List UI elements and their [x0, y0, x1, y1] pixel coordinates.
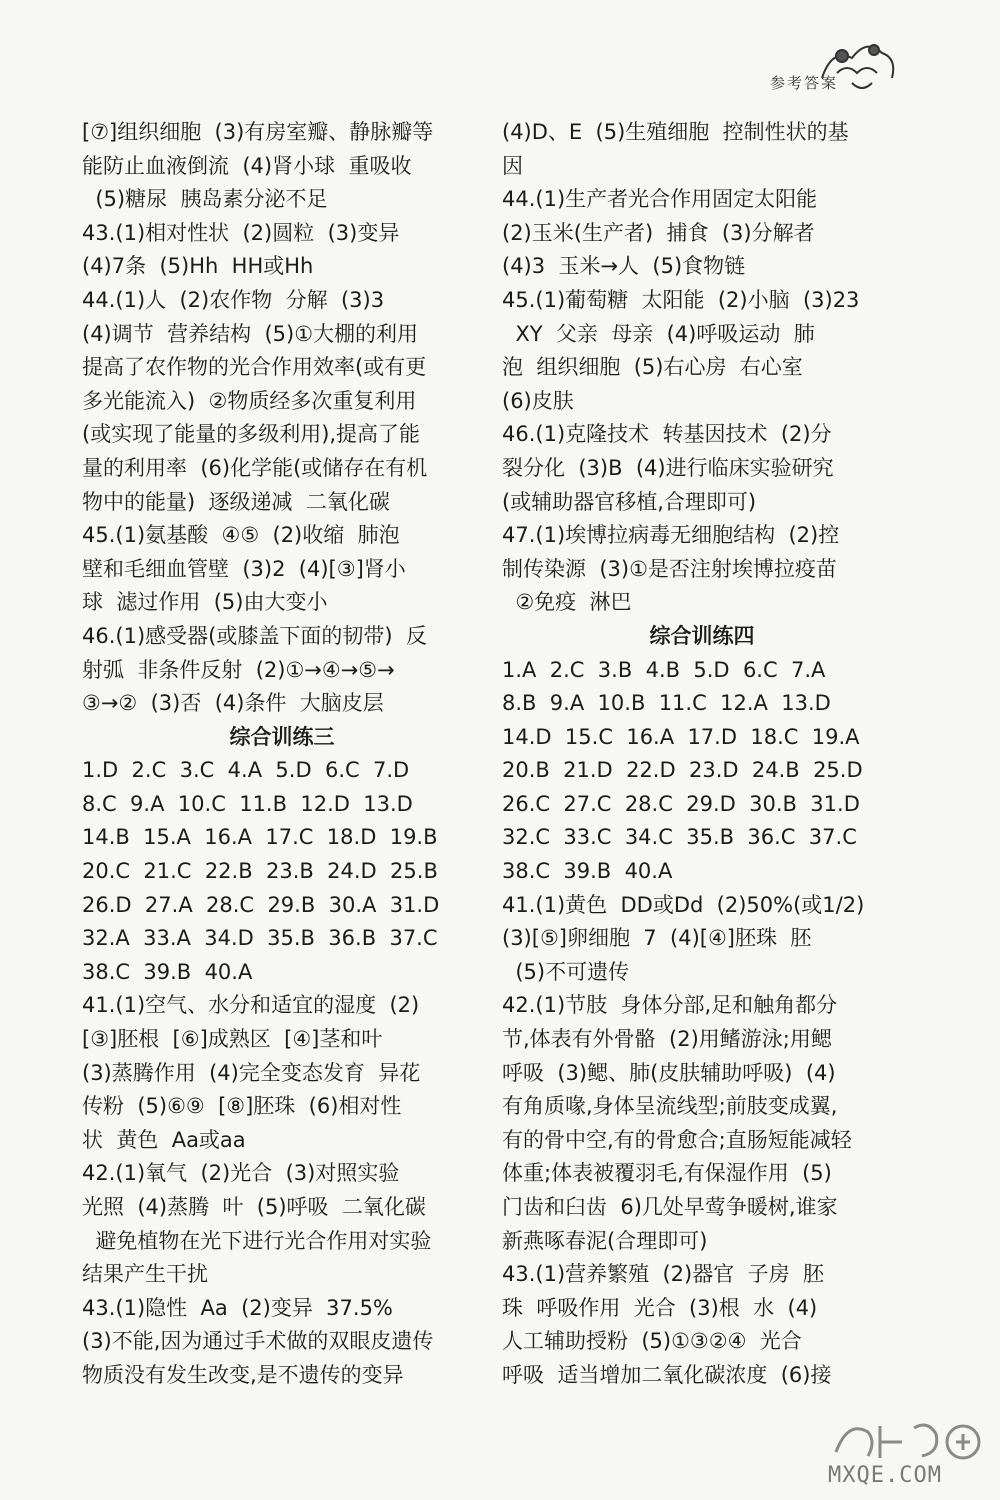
answer-line: (4)调节 营养结构 (5)①大棚的利用 [82, 321, 419, 346]
answer-line: 门齿和臼齿 6)几处早莺争暖树,谁家 [502, 1195, 838, 1219]
answer-line: 44.(1)人 (2)农作物 分解 (3)3 [82, 287, 385, 312]
answer-line: 节,体表有外骨骼 (2)用鳍游泳;用鳃 [502, 1027, 832, 1052]
answer-line: (4)D、E (5)生殖细胞 控制性状的基 [502, 120, 849, 144]
watermark-text: MXQE.COM [828, 1463, 942, 1488]
answer-line: 射弧 非条件反射 (2)①→④→⑤→ [82, 657, 395, 682]
section-title: 综合训练四 [649, 623, 755, 648]
answer-line: (2)玉米(生产者) 捕食 (3)分解者 [502, 220, 815, 245]
answer-line: 因 [502, 153, 523, 178]
answer-line: 32.C 33.C 34.C 35.B 36.C 37.C [502, 825, 857, 850]
answer-line: 珠 呼吸作用 光合 (3)根 水 (4) [502, 1295, 818, 1320]
answer-line: 45.(1)葡萄糖 太阳能 (2)小脑 (3)23 [502, 287, 860, 312]
answer-line: 泡 组织细胞 (5)右心房 右心室 [502, 355, 803, 380]
answer-line: 26.D 27.A 28.C 29.B 30.A 31.D [82, 892, 440, 917]
answer-line: 新燕啄春泥(合理即可) [502, 1228, 708, 1253]
answer-line: 47.(1)埃博拉病毒无细胞结构 (2)控 [502, 523, 840, 548]
answer-line: 体重;体表被覆羽毛,有保湿作用 (5) [502, 1161, 832, 1186]
answer-line: (4)3 玉米→人 (5)食物链 [502, 254, 746, 279]
answer-line: 多光能流入) ②物质经多次重复利用 [82, 388, 417, 413]
answer-line: (3)蒸腾作用 (4)完全变态发育 异花 [82, 1060, 421, 1085]
answer-line: (6)皮肤 [502, 388, 574, 413]
answer-line: 45.(1)氨基酸 ④⑤ (2)收缩 肺泡 [82, 523, 400, 548]
answer-line: (或辅助器官移植,合理即可) [502, 489, 757, 514]
section-title: 综合训练三 [229, 724, 335, 749]
answer-line: (5)糖尿 胰岛素分泌不足 [82, 187, 328, 212]
answer-line: 14.D 15.C 16.A 17.D 18.C 19.A [502, 724, 860, 749]
answer-line: 呼吸 (3)鳃、肺(皮肤辅助呼吸) (4) [502, 1060, 836, 1085]
answer-line: (3)[⑤]卵细胞 7 (4)[④]胚珠 胚 [502, 926, 812, 951]
watermark [828, 1412, 988, 1492]
answer-line: 避免植物在光下进行光合作用对实验 [82, 1228, 432, 1253]
answer-line: 光照 (4)蒸腾 叶 (5)呼吸 二氧化碳 [82, 1195, 426, 1219]
answer-line: 43.(1)营养繁殖 (2)器官 子房 胚 [502, 1262, 824, 1287]
answer-line: (4)7条 (5)Hh HH或Hh [82, 254, 314, 279]
answer-line: 32.A 33.A 34.D 35.B 36.B 37.C [82, 926, 438, 951]
answer-line: [③]胚根 [⑥]成熟区 [④]茎和叶 [82, 1027, 383, 1052]
answer-line: 状 黄色 Aa或aa [82, 1127, 246, 1152]
answer-line: 38.C 39.B 40.A [82, 959, 253, 984]
answer-line: 有的骨中空,有的骨愈合;直肠短能减轻 [502, 1127, 852, 1152]
answer-line: 有角质喙,身体呈流线型;前肢变成翼, [502, 1094, 838, 1119]
answer-line: 球 滤过作用 (5)由大变小 [82, 590, 328, 615]
answer-line: 20.B 21.D 22.D 23.D 24.B 25.D [502, 758, 863, 783]
right-column [502, 116, 902, 1393]
answer-line: 42.(1)节肢 身体分部,足和触角都分 [502, 993, 838, 1018]
answer-line: 43.(1)相对性状 (2)圆粒 (3)变异 [82, 220, 400, 245]
answer-line: 物质没有发生改变,是不遗传的变异 [82, 1362, 404, 1387]
answer-line: (3)不能,因为通过手术做的双眼皮遗传 [82, 1329, 434, 1354]
answer-line: 1.D 2.C 3.C 4.A 5.D 6.C 7.D [82, 758, 410, 783]
answer-line: 41.(1)空气、水分和适宜的湿度 (2) [82, 993, 420, 1018]
answer-line: 结果产生干扰 [82, 1262, 208, 1287]
answer-line: (或实现了能量的多级利用),提高了能 [82, 422, 421, 447]
answer-line: 44.(1)生产者光合作用固定太阳能 [502, 187, 818, 212]
answer-line: 呼吸 适当增加二氧化碳浓度 (6)接 [502, 1362, 832, 1387]
answer-line: (5)不可遗传 [502, 959, 630, 984]
answer-line: ③→② (3)否 (4)条件 大脑皮层 [82, 691, 384, 716]
header-label: 参考答案 [770, 74, 839, 92]
answer-line: XY 父亲 母亲 (4)呼吸运动 肺 [502, 321, 815, 346]
answer-line: 43.(1)隐性 Aa (2)变异 37.5% [82, 1295, 393, 1320]
answer-line: 能防止血液倒流 (4)肾小球 重吸收 [82, 153, 412, 178]
answer-line: 物中的能量) 逐级递减 二氧化碳 [82, 489, 390, 514]
answer-line: 14.B 15.A 16.A 17.C 18.D 19.B [82, 825, 438, 850]
answer-line: 1.A 2.C 3.B 4.B 5.D 6.C 7.A [502, 657, 826, 682]
answer-line: 传粉 (5)⑥⑨ [⑧]胚珠 (6)相对性 [82, 1094, 402, 1119]
answer-line: 量的利用率 (6)化学能(或储存在有机 [82, 455, 428, 480]
left-column [82, 116, 482, 1393]
answer-line: 提高了农作物的光合作用效率(或有更 [82, 355, 427, 380]
answer-line: 裂分化 (3)B (4)进行临床实验研究 [502, 455, 834, 480]
answer-line: 20.C 21.C 22.B 23.B 24.D 25.B [82, 859, 438, 884]
answer-line: 46.(1)克隆技术 转基因技术 (2)分 [502, 422, 832, 447]
answer-line: 人工辅助授粉 (5)①③②④ 光合 [502, 1329, 802, 1354]
answer-line: 41.(1)黄色 DD或Dd (2)50%(或1/2) [502, 892, 865, 917]
answer-line: 46.(1)感受器(或膝盖下面的韧带) 反 [82, 623, 427, 648]
answer-line: 42.(1)氧气 (2)光合 (3)对照实验 [82, 1161, 400, 1186]
answer-line: 38.C 39.B 40.A [502, 859, 673, 884]
answer-line: 8.B 9.A 10.B 11.C 12.A 13.D [502, 691, 831, 716]
answer-line: 制传染源 (3)①是否注射埃博拉疫苗 [502, 556, 837, 581]
answer-line: 8.C 9.A 10.C 11.B 12.D 13.D [82, 791, 413, 816]
answer-line: ②免疫 淋巴 [502, 590, 632, 615]
answer-line: 26.C 27.C 28.C 29.D 30.B 31.D [502, 791, 860, 816]
answer-line: [⑦]组织细胞 (3)有房室瓣、静脉瓣等 [82, 120, 434, 144]
answer-line: 壁和毛细血管壁 (3)2 (4)[③]肾小 [82, 556, 406, 581]
